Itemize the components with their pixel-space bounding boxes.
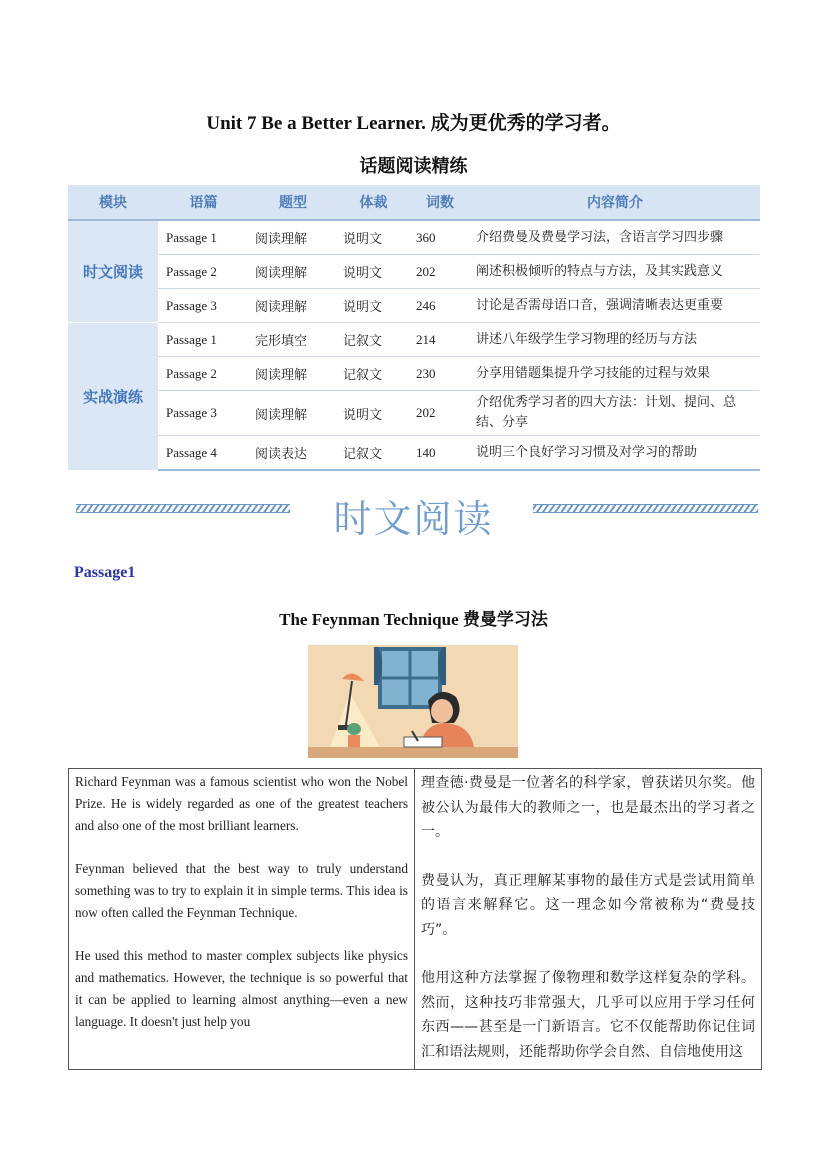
passage-cell: Passage 4 bbox=[158, 436, 249, 471]
chinese-paragraph: 费曼认为，真正理解某事物的最佳方式是尝试用简单的语言来解释它。这一理念如今常被称为“费曼技巧”。 bbox=[421, 872, 755, 938]
intro-cell: 说明三个良好学习习惯及对学习的帮助 bbox=[470, 436, 760, 471]
type-cell: 阅读表达 bbox=[249, 436, 337, 471]
words-cell: 202 bbox=[410, 391, 470, 436]
passage-cell: Passage 3 bbox=[158, 391, 249, 436]
column-header: 体裁 bbox=[337, 185, 410, 220]
passage-cell: Passage 1 bbox=[158, 220, 249, 255]
column-header: 题型 bbox=[249, 185, 337, 220]
page-subtitle: 话题阅读精练 bbox=[359, 156, 468, 177]
genre-cell: 说明文 bbox=[337, 289, 410, 323]
intro-cell: 讲述八年级学生学习物理的经历与方法 bbox=[470, 323, 760, 357]
table-row bbox=[68, 289, 760, 323]
english-paragraph: Feynman believed that the best way to truly understand something was to try to explain it in simple terms. This idea is now often called the Feynman Technique. bbox=[75, 861, 408, 920]
studying-girl-illustration bbox=[308, 645, 518, 758]
table-row bbox=[68, 323, 760, 357]
words-cell: 202 bbox=[410, 255, 470, 289]
column-header: 语篇 bbox=[158, 185, 249, 220]
genre-cell: 说明文 bbox=[337, 255, 410, 289]
genre-cell: 说明文 bbox=[337, 391, 410, 436]
genre-cell: 记叙文 bbox=[337, 357, 410, 391]
column-header: 内容简介 bbox=[470, 185, 760, 220]
type-cell: 阅读理解 bbox=[249, 357, 337, 391]
page-title: Unit 7 Be a Better Learner. 成为更优秀的学习者。 bbox=[206, 113, 621, 134]
column-header: 模块 bbox=[68, 185, 158, 220]
module-cell: 时文阅读 bbox=[68, 220, 158, 323]
table-row bbox=[68, 357, 760, 391]
intro-cell: 介绍优秀学习者的四大方法：计划、提问、总结、分享 bbox=[470, 391, 760, 436]
table-header-row bbox=[68, 185, 760, 220]
section-banner: 时文阅读 bbox=[333, 497, 494, 541]
overview-table bbox=[68, 185, 760, 471]
intro-cell: 讨论是否需母语口音，强调清晰表达更重要 bbox=[470, 289, 760, 323]
words-cell: 140 bbox=[410, 436, 470, 471]
intro-cell: 阐述积极倾听的特点与方法，及其实践意义 bbox=[470, 255, 760, 289]
english-paragraph: Richard Feynman was a famous scientist who won the Nobel Prize. He is widely regarded as one of the greatest teachers and also one of the most brilliant learners. bbox=[75, 774, 408, 833]
type-cell: 阅读理解 bbox=[249, 391, 337, 436]
type-cell: 阅读理解 bbox=[249, 289, 337, 323]
column-header: 词数 bbox=[410, 185, 470, 220]
table-row bbox=[68, 255, 760, 289]
type-cell: 阅读理解 bbox=[249, 220, 337, 255]
module-cell: 实战演练 bbox=[68, 323, 158, 471]
passage-cell: Passage 2 bbox=[158, 255, 249, 289]
table-row bbox=[68, 220, 760, 255]
type-cell: 阅读理解 bbox=[249, 255, 337, 289]
english-column bbox=[69, 769, 415, 1070]
passage-cell: Passage 1 bbox=[158, 323, 249, 357]
genre-cell: 记叙文 bbox=[337, 323, 410, 357]
table-row bbox=[68, 391, 760, 436]
article-title: The Feynman Technique 费曼学习法 bbox=[279, 610, 548, 629]
words-cell: 360 bbox=[410, 220, 470, 255]
type-cell: 完形填空 bbox=[249, 323, 337, 357]
words-cell: 246 bbox=[410, 289, 470, 323]
passage-cell: Passage 3 bbox=[158, 289, 249, 323]
chinese-paragraph: 他用这种方法掌握了像物理和数学这样复杂的学科。然而，这种技巧非常强大，几乎可以应用于学习任何东西——甚至是一门新语言。它不仅能帮助你记住词汇和语法规则，还能帮助你学会自然、自信地使用这 bbox=[421, 970, 755, 1060]
table-row bbox=[68, 436, 760, 471]
intro-cell: 分享用错题集提升学习技能的过程与效果 bbox=[470, 357, 760, 391]
chinese-column bbox=[415, 769, 762, 1070]
english-paragraph: He used this method to master complex subjects like physics and mathematics. However, the technique is so powerful that it can be applied to learning almost anything—even a new language. It doesn't just help you bbox=[75, 948, 408, 1029]
chinese-paragraph: 理查德·费曼是一位著名的科学家，曾获诺贝尔奖。他被公认为最伟大的教师之一，也是最杰出的学习者之一。 bbox=[421, 775, 755, 840]
intro-cell: 介绍费曼及费曼学习法，含语言学习四步骤 bbox=[470, 220, 760, 255]
words-cell: 230 bbox=[410, 357, 470, 391]
words-cell: 214 bbox=[410, 323, 470, 357]
genre-cell: 记叙文 bbox=[337, 436, 410, 471]
bilingual-article-table bbox=[68, 768, 762, 1070]
passage-label: Passage1 bbox=[74, 564, 136, 581]
genre-cell: 说明文 bbox=[337, 220, 410, 255]
passage-cell: Passage 2 bbox=[158, 357, 249, 391]
